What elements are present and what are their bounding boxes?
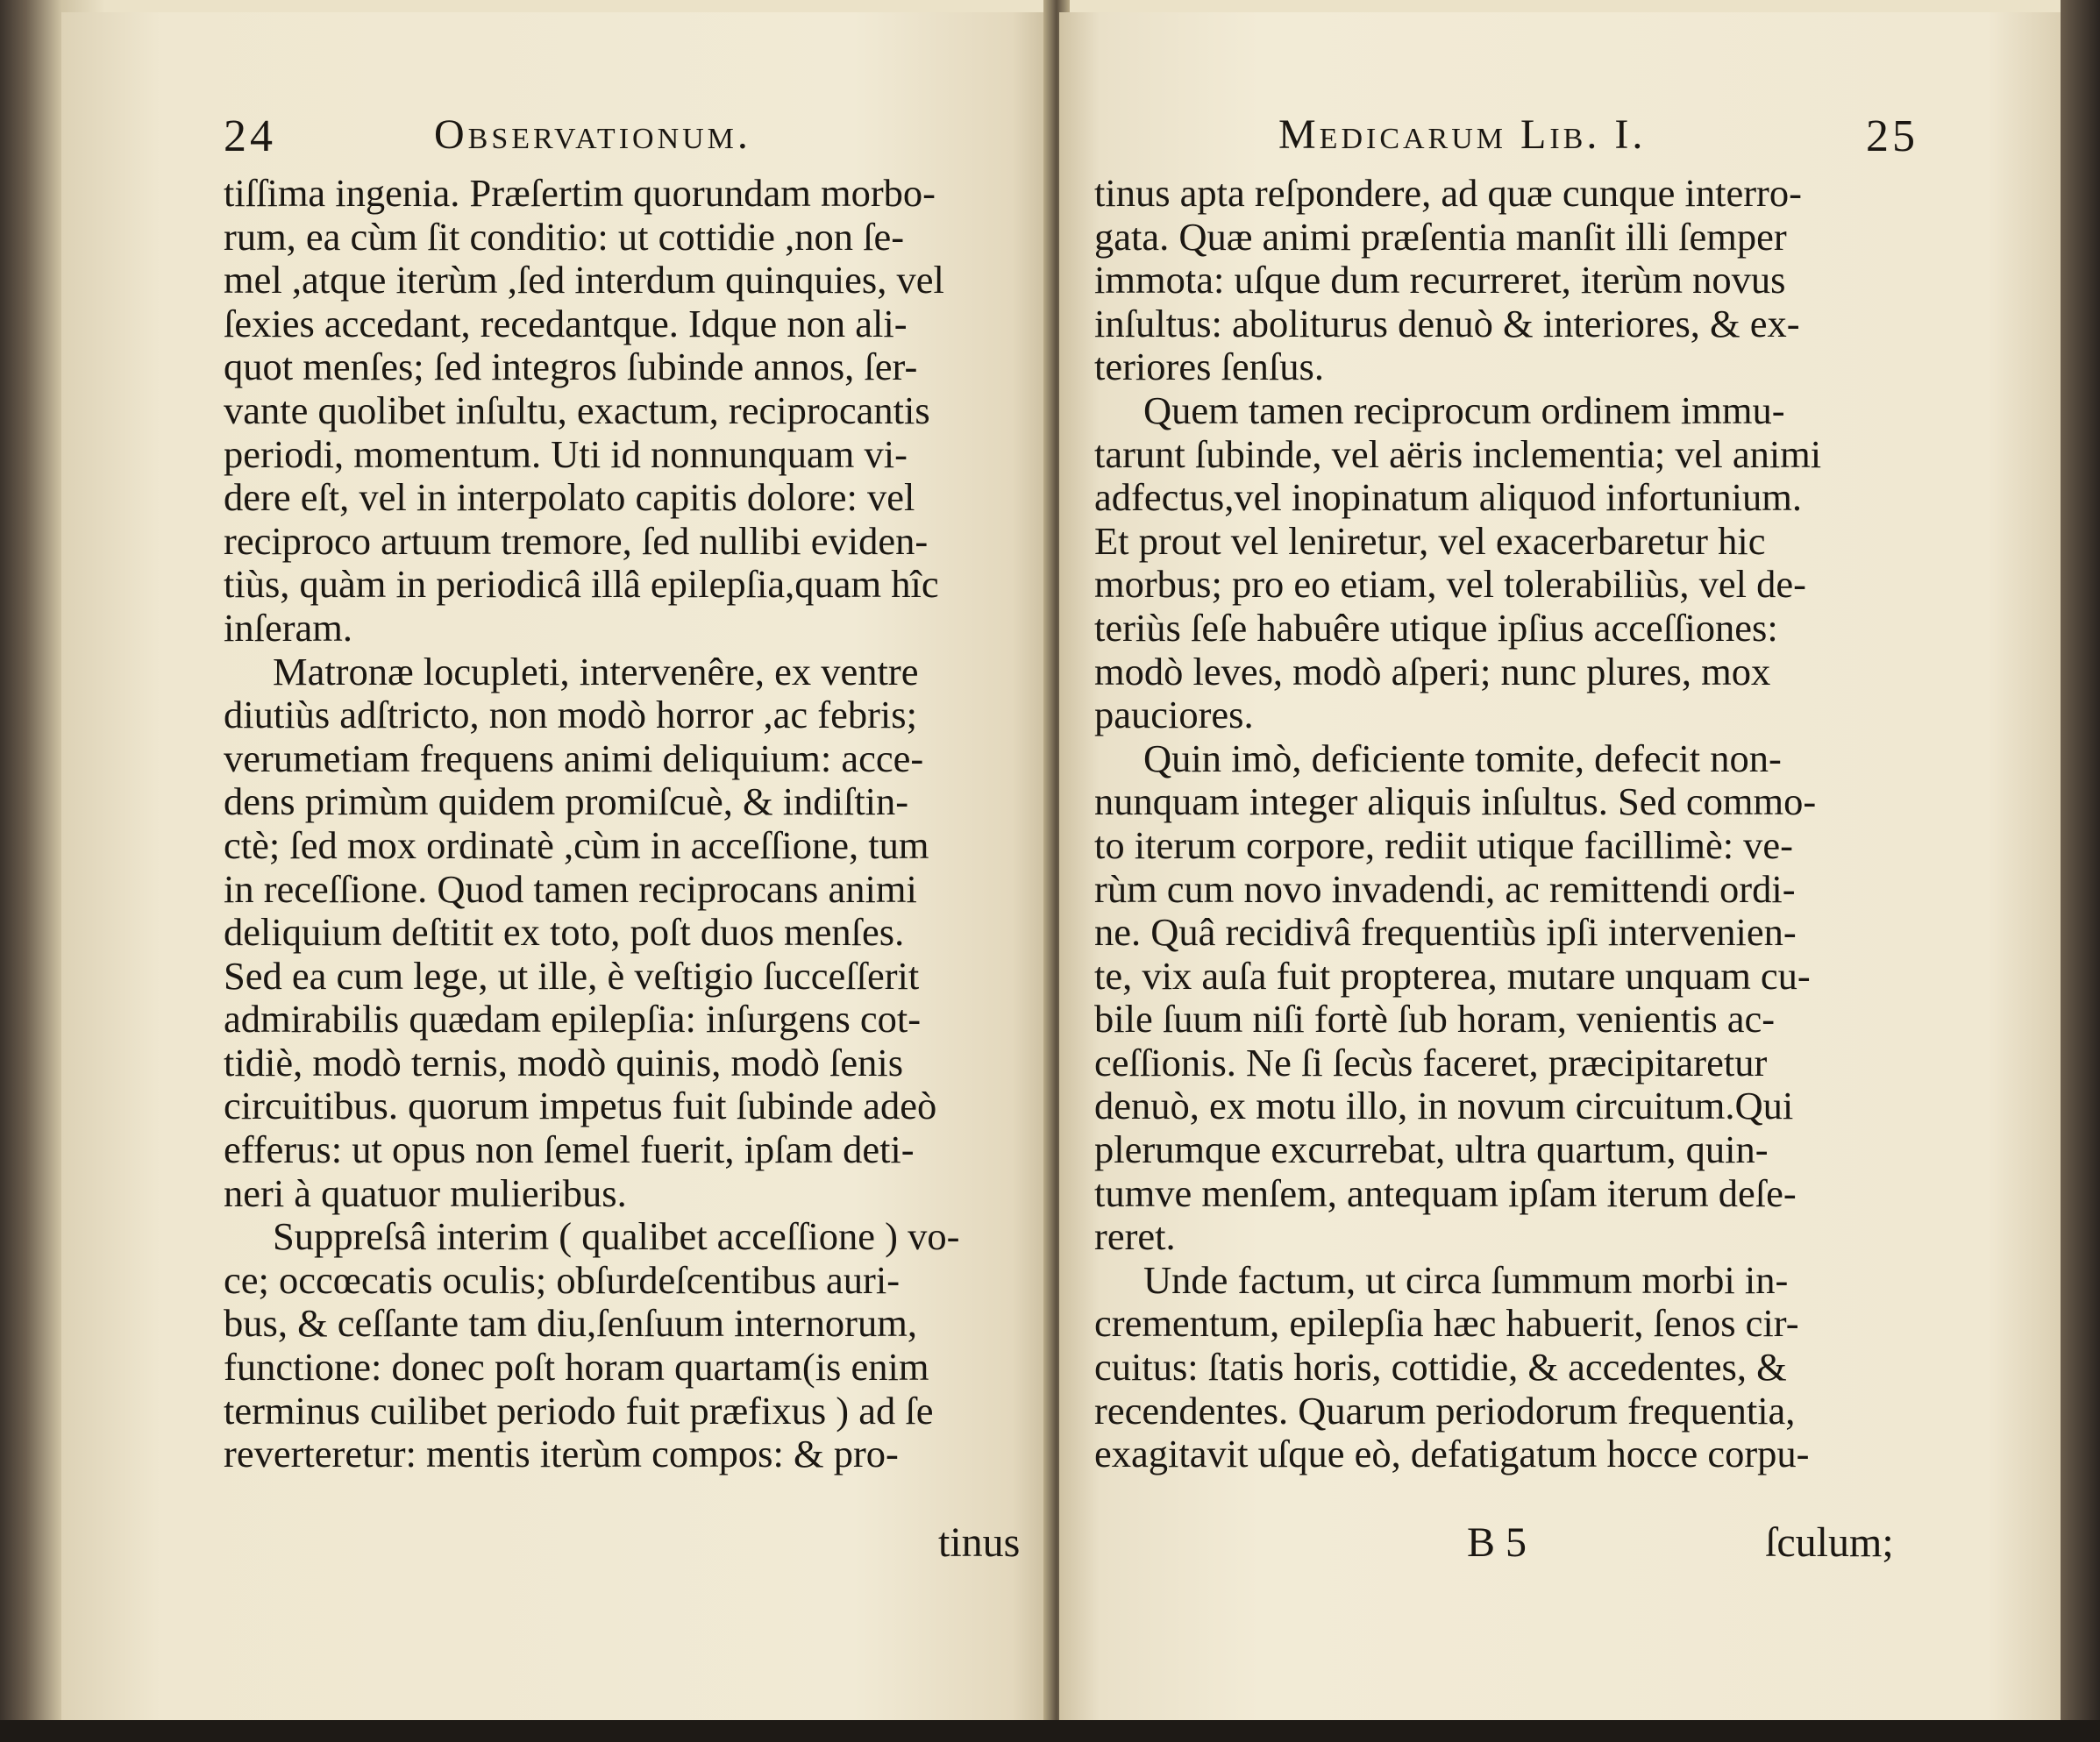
book-edge [2061, 0, 2100, 1742]
text-line: periodi, momentum. Uti id nonnunquam vi- [224, 431, 908, 476]
text-line: rum, ea cùm ſit conditio: ut cottidie ,non ſe- [224, 214, 905, 259]
text-line: teriores ſenſus. [1094, 345, 1324, 389]
text-line: efferus: ut opus non ſemel fuerit, ipſam deti- [224, 1127, 915, 1172]
left-page-text [224, 172, 1004, 1476]
text-line: Et prout vel leniretur, vel exacerbaretur hic [1094, 518, 1766, 563]
left-page [61, 12, 1052, 1731]
text-line: tarunt ſubinde, vel aëris inclementia; vel animi [1094, 431, 1822, 476]
text-line: deliquium deſtitit ex toto, poſt duos menſes. [224, 910, 905, 955]
page-number: 24 [224, 111, 276, 161]
text-line: tinus apta reſpondere, ad quæ cunque interro- [1094, 171, 1802, 215]
text-line: crementum, epilepſia hæc habuerit, ſenos cir- [1094, 1301, 1799, 1346]
right-page-text [1094, 172, 1901, 1476]
text-line: exagitavit uſque eò, defatigatum hocce corpu- [1094, 1432, 1810, 1476]
background-strip [0, 1720, 2100, 1742]
text-line: ctè; ſed mox ordinatè ,cùm in acceſſione, tum [224, 822, 929, 867]
left-page-header [224, 110, 1013, 172]
paragraph-start-line: Quin imò, deficiente tomite, defecit non- [1143, 736, 1782, 780]
text-line: dens primùm quidem promiſcuè, & indiſtin- [224, 779, 909, 824]
text-line: morbus; pro eo etiam, vel tolerabiliùs, vel de- [1094, 562, 1806, 607]
text-line: tumve menſem, antequam ipſam iterum deſe- [1094, 1170, 1797, 1215]
text-line: modò leves, modò aſperi; nunc plures, mox [1094, 649, 1771, 693]
text-line: to iterum corpore, rediit utique facillimè: ve- [1094, 822, 1794, 867]
text-line: cuitus: ſtatis horis, cottidie, & accedentes, & [1094, 1345, 1787, 1390]
text-line: bile ſuum niſi fortè ſub horam, venientis ac- [1094, 997, 1776, 1042]
text-line: te, vix auſa fuit propterea, mutare unquam cu- [1094, 953, 1811, 998]
text-line: tidiè, modò ternis, modò quinis, modò ſenis [224, 1040, 904, 1084]
text-line: verumetiam frequens animi deliquium: acce- [224, 736, 924, 780]
text-line: dere eſt, vel in interpolato capitis dolore: vel [224, 475, 915, 520]
text-line: circuitibus. quorum impetus fuit ſubinde adeò [224, 1084, 937, 1128]
text-line: adfectus,vel inopinatum aliquod infortunium. [1094, 475, 1803, 520]
text-line: reciproco artuum tremore, ſed nullibi eviden- [224, 518, 929, 563]
text-line: bus, & ceſſante tam diu,ſenſuum internorum, [224, 1301, 917, 1346]
text-line: mel ,atque iterùm ,ſed interdum quinquies, vel [224, 258, 944, 302]
paragraph-start-line: Suppreſsâ interim ( qualibet acceſſione ) vo- [273, 1214, 960, 1259]
text-line: Sed ea cum lege, ut ille, è veſtigio ſucceſſerit [224, 953, 920, 998]
paragraph-start-line: Unde factum, ut circa ſummum morbi in- [1143, 1257, 1789, 1302]
text-line: reret. [1094, 1214, 1176, 1259]
text-line: inſultus: aboliturus denuò & interiores, & ex- [1094, 301, 1800, 345]
text-line: denuò, ex motu illo, in novum circuitum.Qui [1094, 1084, 1794, 1128]
text-line: nunquam integer aliquis inſultus. Sed commo- [1094, 779, 1817, 824]
text-line: tiſſima ingenia. Præſertim quorundam morbo- [224, 171, 936, 215]
right-page-header [1094, 110, 2024, 172]
paragraph-start-line: Matronæ locupleti, intervenêre, ex ventre [273, 649, 919, 693]
catchword: ſculum; [1765, 1519, 1894, 1566]
text-line: pauciores. [1094, 693, 1254, 737]
text-line: ſexies accedant, recedantque. Idque non ali- [224, 301, 908, 345]
text-line: tiùs, quàm in periodicâ illâ epilepſia,quam hîc [224, 562, 939, 607]
page-number: 25 [1866, 111, 1918, 161]
text-line: diutiùs adſtricto, non modò horror ,ac febris; [224, 693, 917, 737]
text-line: rùm cum novo invadendi, ac remittendi ordi- [1094, 866, 1796, 911]
running-head: Medicarum Lib. I. [1278, 111, 1647, 158]
text-line: quot menſes; ſed integros ſubinde annos, ſer- [224, 345, 918, 389]
right-page [1059, 12, 2068, 1731]
text-line: gata. Quæ animi præſentia manſit illi ſemper [1094, 214, 1787, 259]
catchword: tinus [938, 1519, 1021, 1566]
text-line: ce; occœcatis oculis; obſurdeſcentibus auri- [224, 1257, 901, 1302]
text-line: ceſſionis. Ne ſi ſecùs faceret, præcipitaretur [1094, 1040, 1768, 1084]
text-line: reverteretur: mentis iterùm compos: & pro- [224, 1432, 899, 1476]
text-line: teriùs ſeſe habuêre utique ipſius acceſſiones: [1094, 605, 1778, 650]
text-line: ne. Quâ recidivâ frequentiùs ipſi intervenien- [1094, 910, 1797, 955]
text-line: admirabilis quædam epilepſia: inſurgens cot- [224, 997, 922, 1042]
signature-mark: B 5 [1467, 1519, 1527, 1566]
running-head: Observationum. [434, 111, 751, 158]
text-line: neri à quatuor mulieribus. [224, 1170, 627, 1215]
text-line: vante quolibet inſultu, exactum, reciprocantis [224, 388, 930, 432]
text-line: in receſſione. Quod tamen reciprocans animi [224, 866, 917, 911]
paragraph-start-line: Quem tamen reciprocum ordinem immu- [1143, 388, 1785, 432]
text-line: immota: uſque dum recurreret, iterùm novus [1094, 258, 1786, 302]
text-line: recendentes. Quarum periodorum frequentia, [1094, 1388, 1796, 1433]
text-line: functione: donec poſt horam quartam(is enim [224, 1345, 929, 1390]
text-line: inſeram. [224, 605, 353, 650]
text-line: terminus cuilibet periodo fuit præfixus ) ad ſe [224, 1388, 934, 1433]
text-line: plerumque excurrebat, ultra quartum, quin- [1094, 1127, 1769, 1172]
